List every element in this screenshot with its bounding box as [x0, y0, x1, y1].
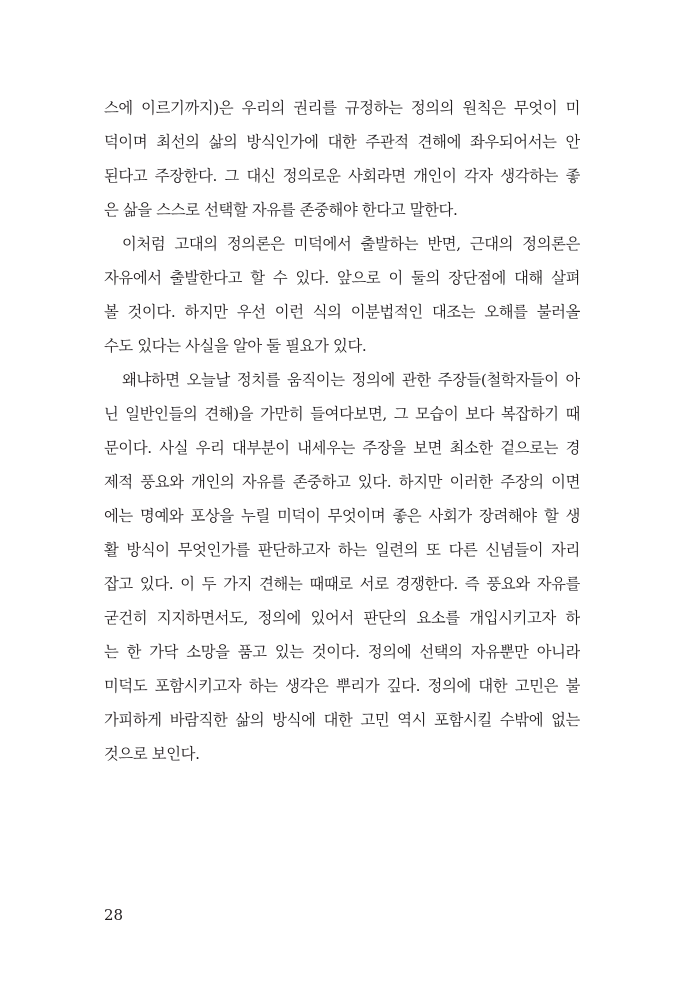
text-line: 에는 명예와 포상을 누릴 미덕이 무엇이며 좋은 사회가 장려해야 할 생 — [104, 507, 580, 525]
text-line: 볼 것이다. 하지만 우선 이런 식의 이분법적인 대조는 오해를 불러올 — [104, 303, 580, 321]
text-line: 문이다. 사실 우리 대부분이 내세우는 주장을 보면 최소한 겉으로는 경 — [104, 439, 580, 457]
text-line: 굳건히 지지하면서도, 정의에 있어서 판단의 요소를 개입시키고자 하 — [104, 609, 580, 627]
text-line: 은 삶을 스스로 선택할 자유를 존중해야 한다고 말한다. — [104, 201, 458, 219]
page-number: 28 — [104, 906, 124, 924]
text-line: 된다고 주장한다. 그 대신 정의로운 사회라면 개인이 각자 생각하는 좋 — [104, 167, 580, 185]
text-line: 닌 일반인들의 견해)을 가만히 들여다보면, 그 모습이 보다 복잡하기 때 — [104, 405, 580, 423]
text-line: 가피하게 바람직한 삶의 방식에 대한 고민 역시 포함시킬 수밖에 없는 — [104, 711, 580, 729]
text-line: 자유에서 출발한다고 할 수 있다. 앞으로 이 둘의 장단점에 대해 살펴 — [104, 269, 580, 287]
text-line: 스에 이르기까지)은 우리의 권리를 규정하는 정의의 원칙은 무엇이 미 — [104, 99, 580, 117]
body-text — [104, 91, 580, 771]
text-line: 미덕도 포함시키고자 하는 생각은 뿌리가 깊다. 정의에 대한 고민은 불 — [104, 677, 580, 695]
paragraph-first-line: 왜냐하면 오늘날 정치를 움직이는 정의에 관한 주장들(철학자들이 아 — [122, 371, 580, 389]
text-line: 것으로 보인다. — [104, 745, 200, 763]
text-line: 활 방식이 무엇인가를 판단하고자 하는 일련의 또 다른 신념들이 자리 — [104, 541, 580, 559]
text-line: 는 한 가닥 소망을 품고 있는 것이다. 정의에 선택의 자유뿐만 아니라 — [104, 643, 580, 661]
text-line: 잡고 있다. 이 두 가지 견해는 때때로 서로 경쟁한다. 즉 풍요와 자유를 — [104, 575, 580, 593]
text-line: 제적 풍요와 개인의 자유를 존중하고 있다. 하지만 이러한 주장의 이면 — [104, 473, 580, 491]
text-line: 수도 있다는 사실을 알아 둘 필요가 있다. — [104, 337, 367, 355]
paragraph-first-line: 이처럼 고대의 정의론은 미덕에서 출발하는 반면, 근대의 정의론은 — [122, 235, 580, 253]
text-line: 덕이며 최선의 삶의 방식인가에 대한 주관적 견해에 좌우되어서는 안 — [104, 133, 580, 151]
